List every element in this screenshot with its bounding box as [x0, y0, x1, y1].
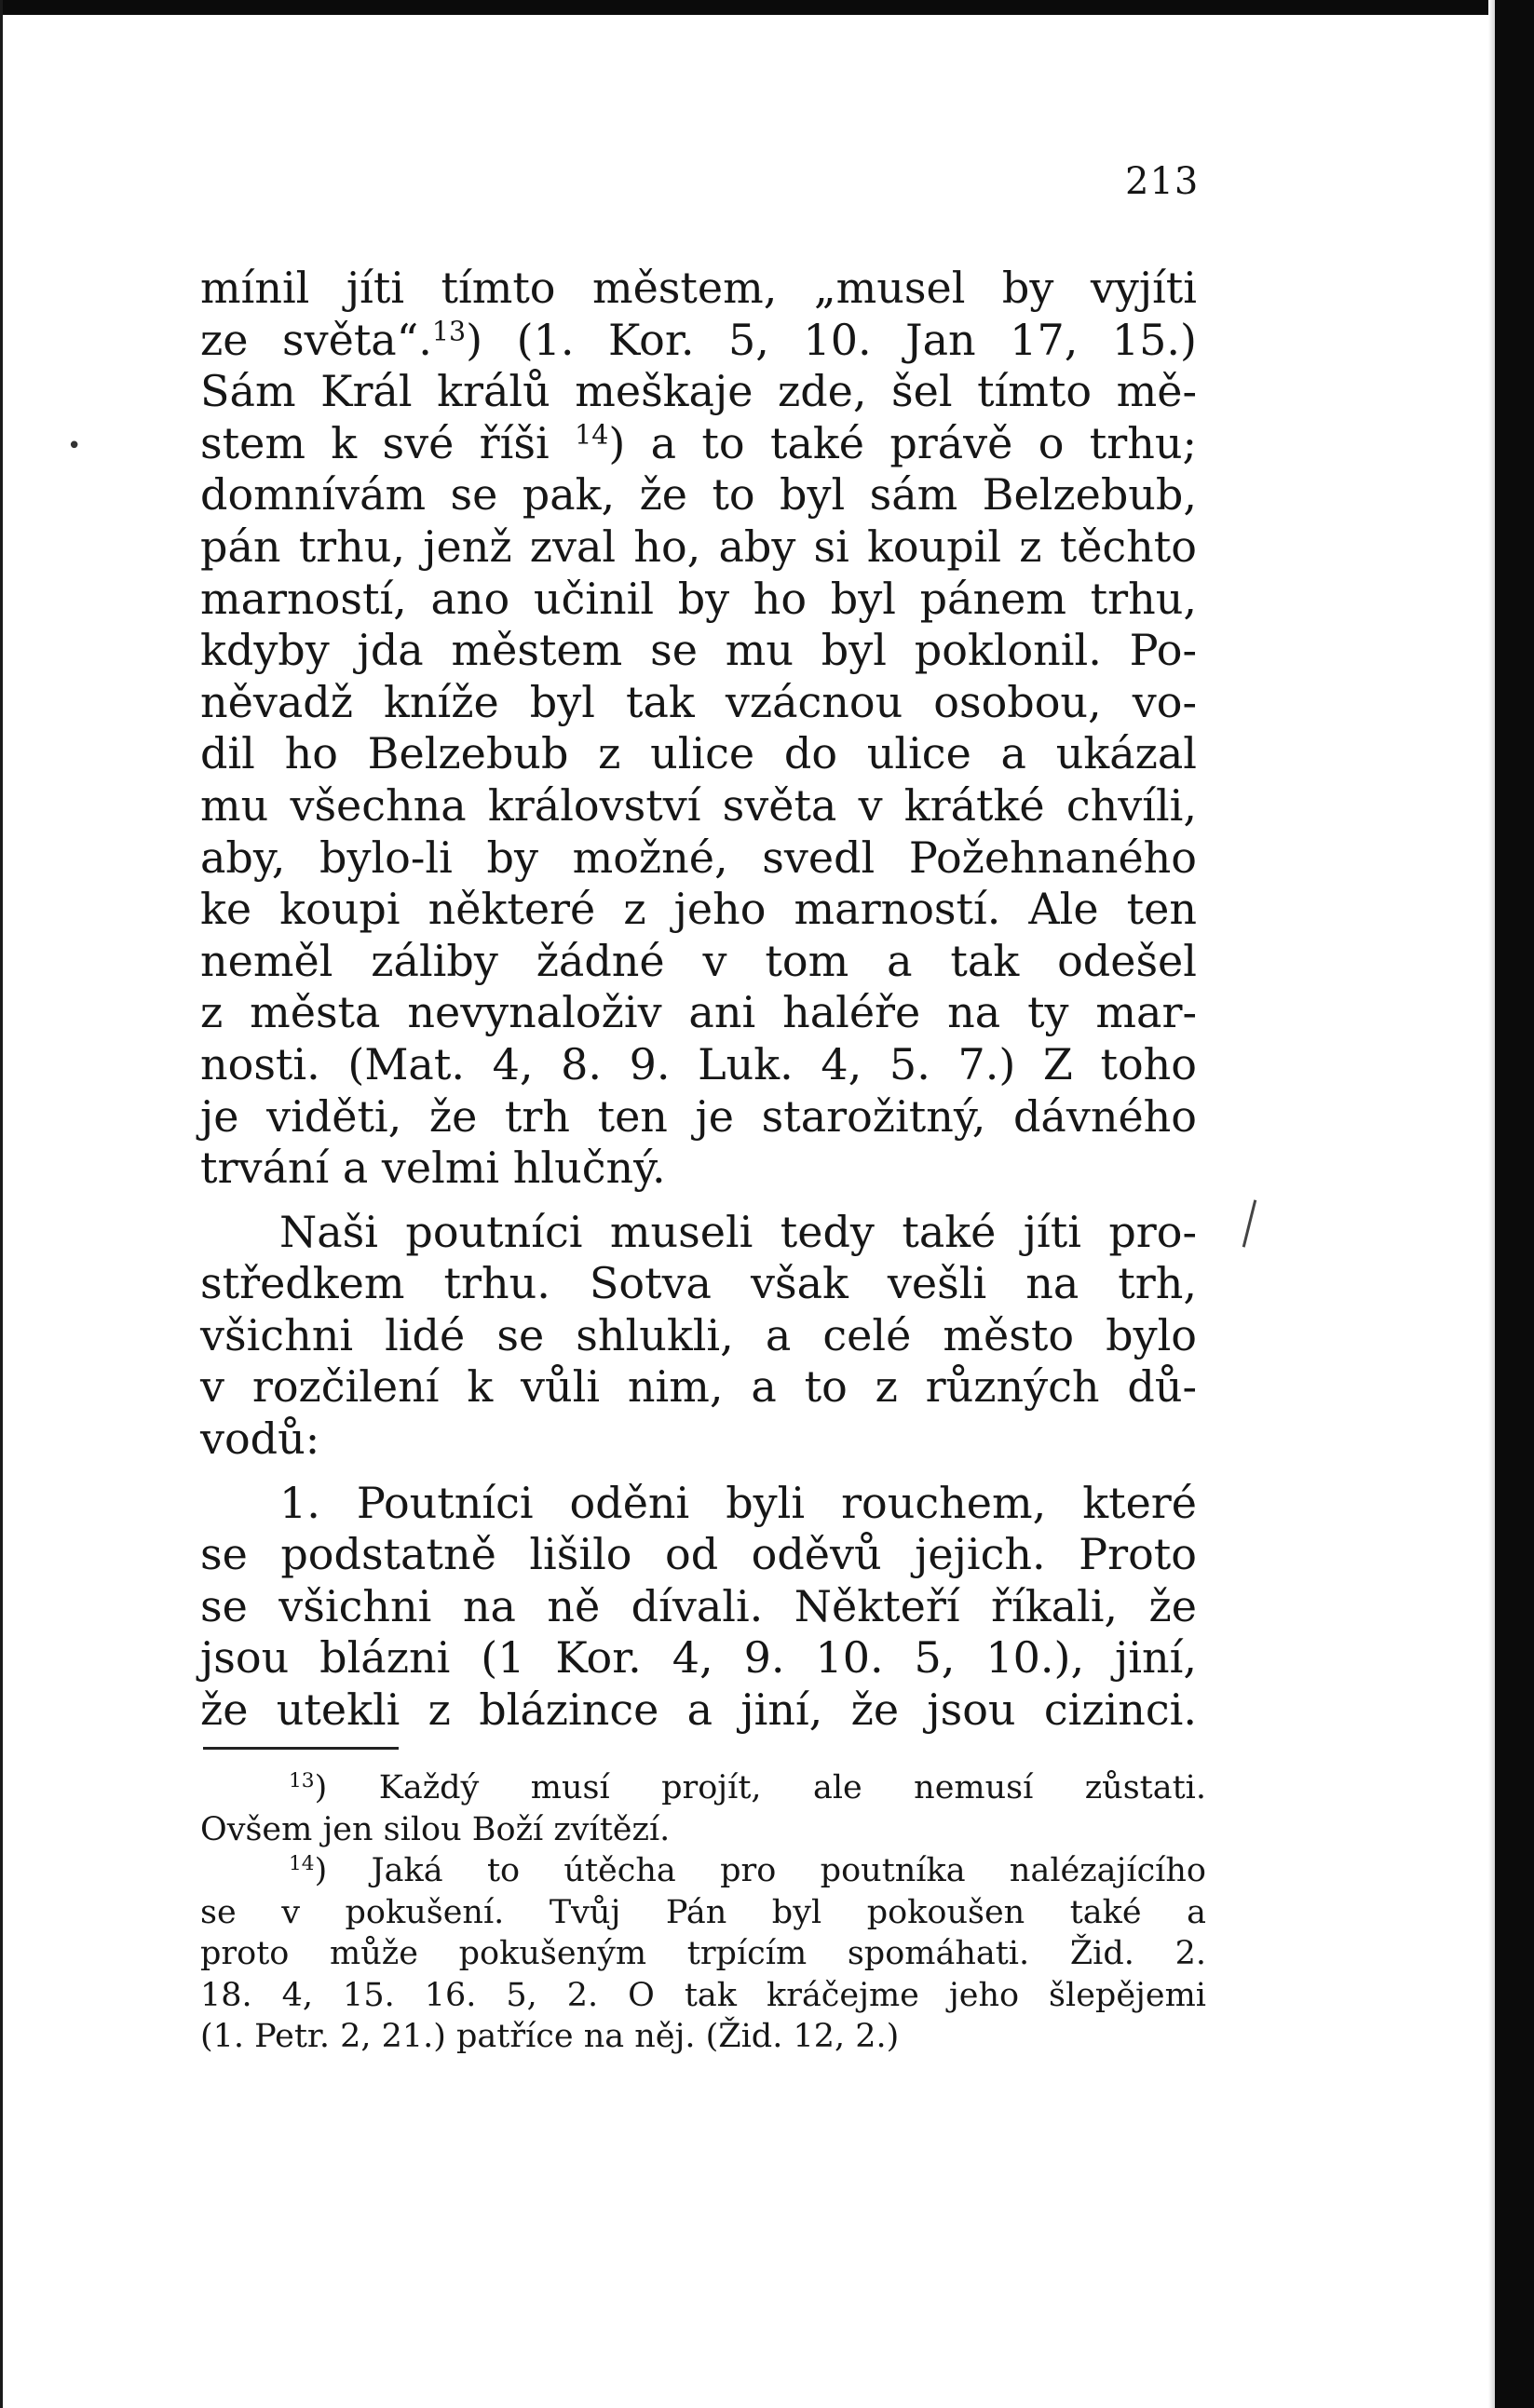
text-line: se všichni na ně dívali. Někteří říkali, že [200, 1580, 1197, 1631]
footnote-marker: 13 [289, 1769, 315, 1793]
text-line: jsou blázni (1 Kor. 4, 9. 10. 5, 10.), jiní, [200, 1632, 1197, 1684]
footnote-line: Ovšem jen silou Boží zvítězí. [200, 1810, 671, 1848]
text-line: Sám Král králů meškaje zde, šel tímto mě- [200, 366, 1197, 417]
footnotes [200, 1767, 1206, 2058]
text-line: mu všechna království světa v krátké chvíli, [200, 779, 1197, 831]
footnote-line: proto může pokušeným trpícím spomáhati. Žid. 2. [200, 1935, 1206, 1972]
text-line: aby, bylo-li by možné, svedl Požehnaného [200, 832, 1197, 883]
page-number: 213 [1125, 160, 1200, 203]
text-line: kdyby jda městem se mu byl poklonil. Po- [200, 625, 1197, 676]
text-line: dil ho Belzebub z ulice do ulice a ukázal [200, 728, 1197, 779]
footnote-line: $^{14}$) Jaká to útěcha pro poutníka nalézajícího [289, 1852, 1206, 1889]
scan-border-left [0, 0, 3, 2408]
text-line: v rozčilení k vůli nim, a to z různých dů- [200, 1361, 1197, 1413]
text-line: marností, ano učinil by ho byl pánem trhu, [200, 573, 1197, 624]
text-line: nosti. (Mat. 4, 8. 9. Luk. 4, 5. 7.) Z toho [200, 1038, 1197, 1089]
text-line: všichni lidé se shlukli, a celé město bylo [200, 1309, 1197, 1360]
text-line: ze světa“.$^{13}$) (1. Kor. 5, 10. Jan 17, 15.) [200, 314, 1197, 365]
text-line: je viděti, že trh ten je starožitný, dávného [200, 1090, 1197, 1142]
footnote-ref: 14 [575, 419, 609, 451]
text-line: domnívám se pak, že to byl sám Belzebub, [200, 469, 1197, 521]
text-line: trvání a velmi hlučný. [200, 1143, 666, 1194]
text-line: z města nevynaloživ ani haléře na ty mar- [200, 987, 1197, 1038]
text-line: středkem trhu. Sotva však vešli na trh, [200, 1258, 1197, 1309]
text-line: 1. Poutníci oděni byli rouchem, které [279, 1477, 1197, 1528]
footnote-separator [203, 1747, 399, 1750]
margin-pencil-mark [1242, 1199, 1256, 1247]
footnote-line: $^{13}$) Každý musí projít, ale nemusí zůstati. [289, 1769, 1206, 1806]
body-text [200, 263, 1197, 1737]
text-line: neměl záliby žádné v tom a tak odešel [200, 935, 1197, 986]
footnote-line: 18. 4, 15. 16. 5, 2. O tak kráčejme jeho šlepějemi [200, 1976, 1206, 2014]
text-line: Naši poutníci museli tedy také jíti pro- [279, 1206, 1197, 1257]
text-line: vodů: [200, 1414, 320, 1465]
margin-speck: • [67, 432, 82, 460]
footnote-marker: 14 [289, 1852, 315, 1876]
text-line: něvadž kníže byl tak vzácnou osobou, vo- [200, 676, 1197, 727]
scan-border-top [0, 0, 1534, 15]
footnote-line: (1. Petr. 2, 21.) patříce na něj. (Žid. 12, 2.) [200, 2018, 900, 2055]
scan-border-right [1495, 0, 1534, 2408]
text-line: stem k své říši $^{14}$) a to také právě o trhu; [200, 417, 1198, 468]
footnote-line: se v pokušení. Tvůj Pán byl pokoušen také a [200, 1893, 1206, 1931]
text-line: že utekli z blázince a jiní, že jsou cizinci. [200, 1684, 1197, 1736]
text-line: mínil jíti tímto městem, „musel by vyjíti [200, 263, 1197, 313]
text-line: se podstatně lišilo od oděvů jejich. Proto [200, 1529, 1197, 1580]
footnote-ref: 13 [431, 315, 467, 346]
text-line: ke koupi některé z jeho marností. Ale ten [200, 884, 1197, 935]
text-line: pán trhu, jenž zval ho, aby si koupil z těchto [200, 521, 1197, 572]
